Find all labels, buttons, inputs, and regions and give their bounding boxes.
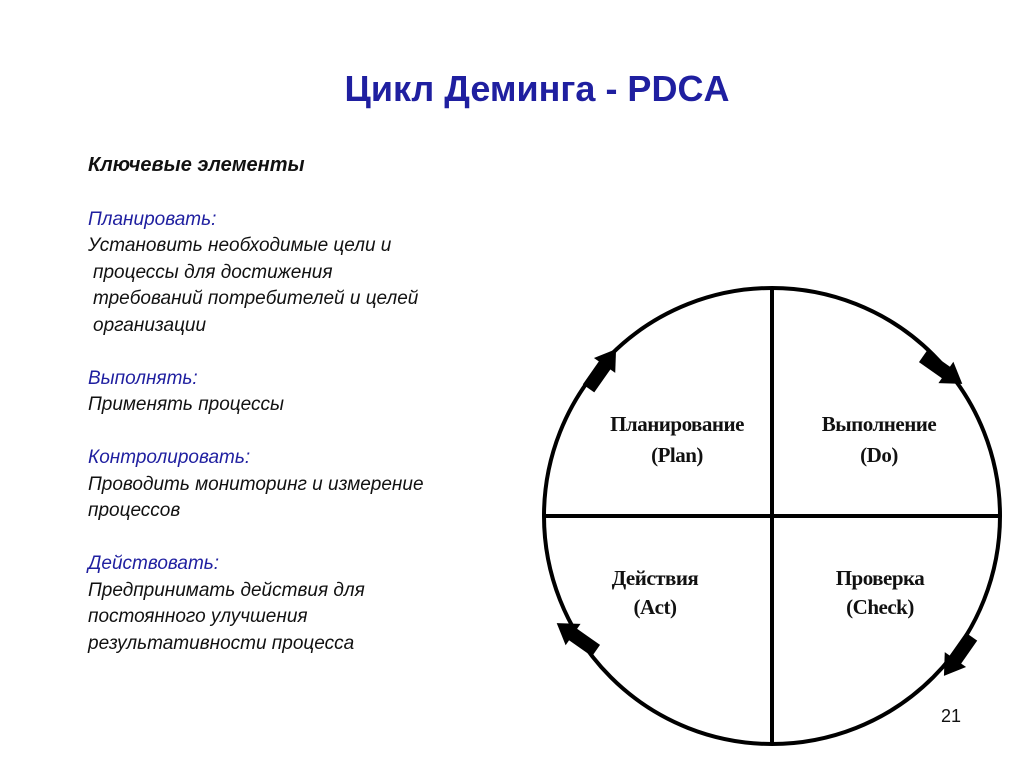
plan-line-2: процессы для достижения — [93, 261, 333, 283]
quadrant-check-title: Проверка — [835, 566, 925, 590]
act-line-2: постоянного улучшения — [88, 606, 308, 627]
key-elements-heading: Ключевые элементы — [88, 154, 305, 176]
plan-line-3: требований потребителей и целей — [93, 288, 419, 309]
quadrant-check-subtitle: (Check) — [846, 595, 914, 619]
quadrant-plan-title: Планирование — [610, 412, 744, 436]
plan-label: Планировать: — [88, 208, 217, 230]
quadrant-act-title: Действия — [611, 566, 699, 590]
check-label: Контролировать: — [88, 447, 251, 468]
act-line-3: результативности процесса — [88, 632, 355, 654]
slide-title: Цикл Деминга - PDCA — [344, 68, 730, 109]
act-label: Действовать: — [88, 553, 220, 574]
check-line-1: Проводить мониторинг и измерение — [88, 473, 424, 495]
check-line-2: процессов — [88, 500, 181, 521]
plan-line-4: организации — [93, 314, 207, 336]
arrow-do-to-check-icon — [933, 629, 982, 683]
act-line-1: Предпринимать действия для — [88, 579, 365, 601]
quadrant-act-subtitle: (Act) — [633, 595, 677, 619]
plan-line-1: Установить необходимые цели и — [88, 235, 392, 256]
quadrant-plan-subtitle: (Plan) — [651, 443, 703, 467]
quadrant-do-subtitle: (Do) — [860, 443, 898, 467]
do-line-1: Применять процессы — [88, 394, 284, 415]
page-number: 21 — [941, 706, 962, 726]
do-label: Выполнять: — [88, 367, 198, 389]
quadrant-do-title: Выполнение — [821, 412, 937, 436]
arrow-check-to-act-icon — [549, 612, 603, 661]
